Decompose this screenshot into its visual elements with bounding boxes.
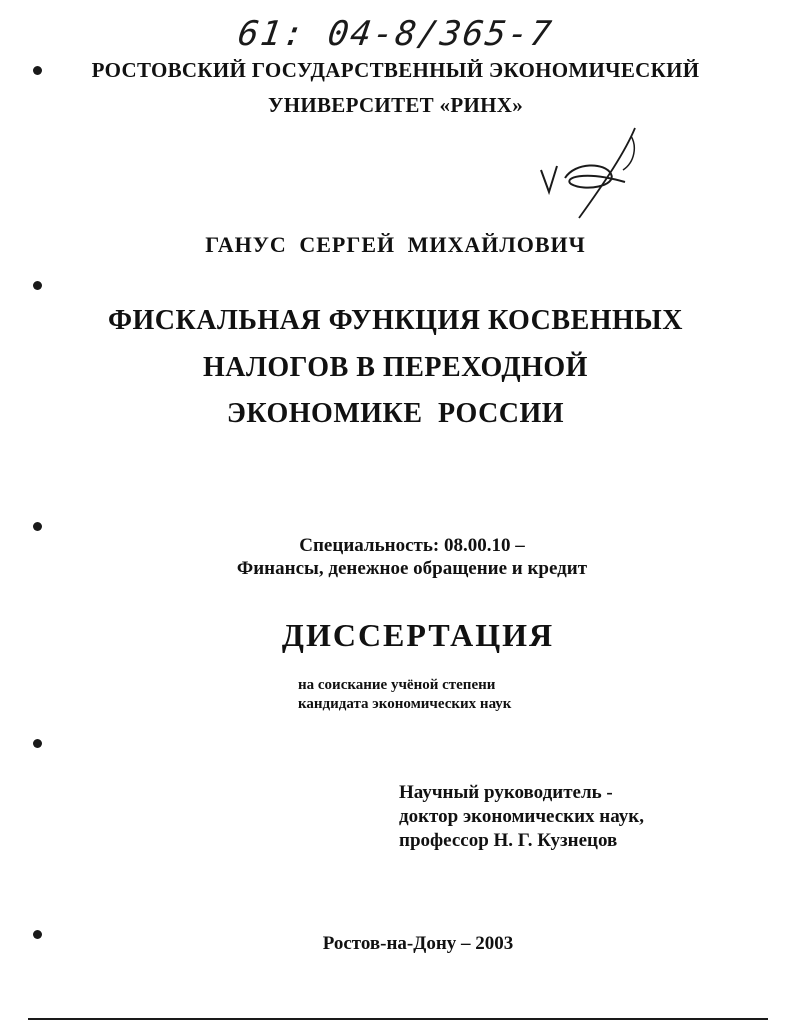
thesis-title-line1: ФИСКАЛЬНАЯ ФУНКЦИЯ КОСВЕННЫХ xyxy=(107,305,684,336)
degree-line2: кандидата экономических наук xyxy=(298,696,512,712)
binding-hole xyxy=(33,281,42,290)
advisor-label: Научный руководитель - xyxy=(399,782,613,803)
thesis-title-line3: ЭКОНОМИКЕ РОССИИ xyxy=(226,398,565,429)
advisor-name: профессор Н. Г. Кузнецов xyxy=(399,830,618,851)
bottom-rule xyxy=(28,1018,768,1020)
university-name-line1: РОСТОВСКИЙ ГОСУДАРСТВЕННЫЙ ЭКОНОМИЧЕСКИЙ xyxy=(91,58,700,82)
degree-line1: на соискание учёной степени xyxy=(298,677,496,693)
binding-hole xyxy=(33,739,42,748)
thesis-title-line2: НАЛОГОВ В ПЕРЕХОДНОЙ xyxy=(203,352,588,383)
signature-icon xyxy=(535,122,645,222)
specialty-name: Финансы, денежное обращение и кредит xyxy=(236,558,588,579)
archive-code: 61: 04-8/365-7 xyxy=(235,14,556,54)
university-name-line2: УНИВЕРСИТЕТ «РИНХ» xyxy=(267,93,523,117)
place-year: Ростов-на-Дону – 2003 xyxy=(322,933,514,954)
document-type-heading: ДИССЕРТАЦИЯ xyxy=(281,617,555,653)
advisor-degree: доктор экономических наук, xyxy=(399,806,644,827)
binding-hole xyxy=(33,522,42,531)
author-name: ГАНУС СЕРГЕЙ МИХАЙЛОВИЧ xyxy=(205,232,586,257)
specialty-code: Специальность: 08.00.10 – xyxy=(299,535,525,556)
